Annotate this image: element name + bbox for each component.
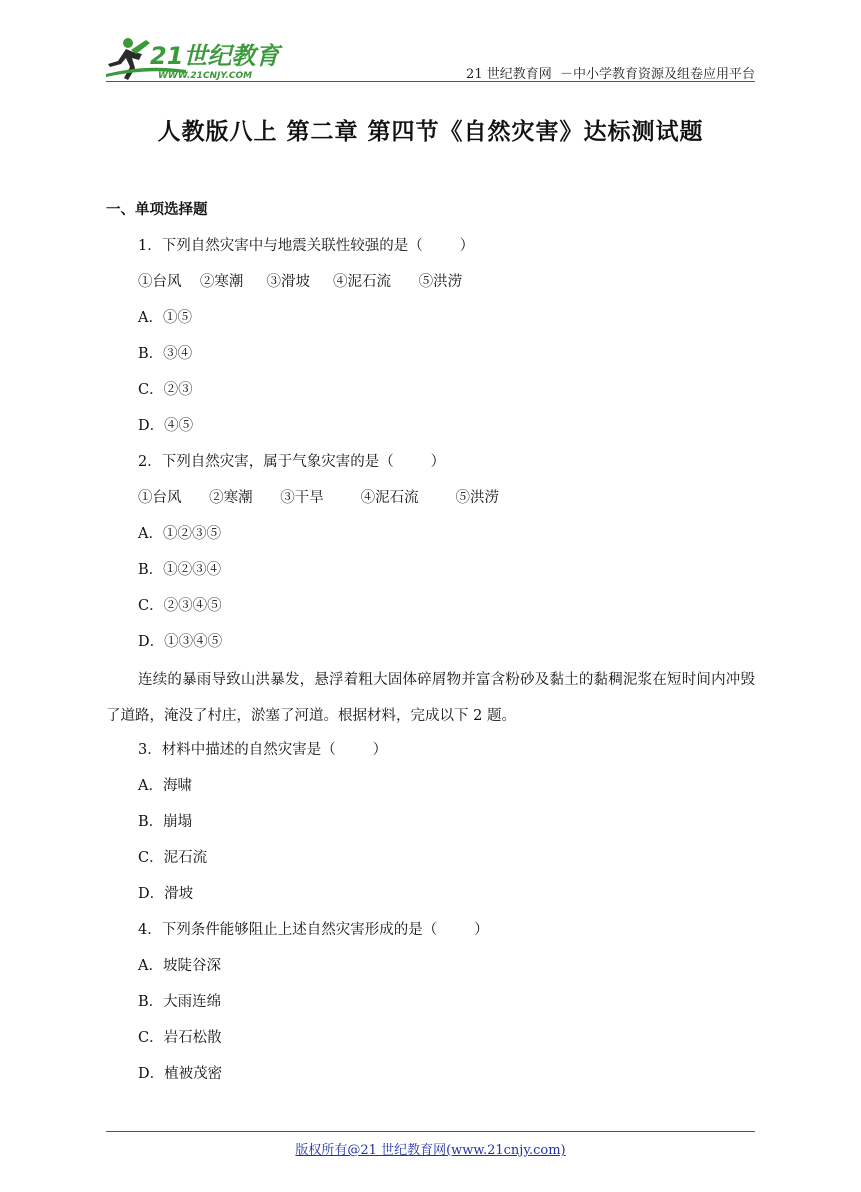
question-1-option-a: A．①⑤ bbox=[138, 310, 192, 326]
site-logo[interactable] bbox=[106, 34, 306, 82]
copyright-link[interactable]: 版权所有@21 世纪教育网(www.21cnjy.com) bbox=[295, 1143, 566, 1158]
question-3: 3．材料中描述的自然灾害是（ ） bbox=[138, 742, 388, 758]
question-1-items: ①台风 ②寒潮 ③滑坡 ④泥石流 ⑤洪涝 bbox=[138, 274, 463, 290]
question-3-option-c: C．泥石流 bbox=[138, 850, 208, 866]
question-4-option-c: C．岩石松散 bbox=[138, 1030, 222, 1046]
question-2: 2．下列自然灾害，属于气象灾害的是（ ） bbox=[138, 454, 446, 470]
question-1-option-c: C．②③ bbox=[138, 382, 193, 398]
question-2-option-c: C．②③④⑤ bbox=[138, 598, 222, 614]
section-heading: 一、单项选择题 bbox=[106, 201, 208, 218]
document-title: 人教版八上 第二章 第四节《自然灾害》达标测试题 bbox=[157, 118, 704, 145]
question-1-option-b: B．③④ bbox=[138, 346, 193, 362]
question-3-option-a: A．海啸 bbox=[138, 778, 192, 794]
question-4: 4．下列条件能够阻止上述自然灾害形成的是（ ） bbox=[138, 922, 489, 938]
svg-text:21世纪教育: 21世纪教育 bbox=[150, 42, 280, 70]
question-3-option-b: B．崩塌 bbox=[138, 814, 193, 830]
header-divider bbox=[106, 81, 755, 82]
svg-text:WWW.21CNJY.COM: WWW.21CNJY.COM bbox=[158, 71, 253, 81]
runner-logo-icon bbox=[106, 34, 306, 82]
question-3-option-d: D．滑坡 bbox=[138, 886, 194, 902]
question-2-items: ①台风 ②寒潮 ③干旱 ④泥石流 ⑤洪涝 bbox=[138, 490, 500, 506]
question-4-option-d: D．植被茂密 bbox=[138, 1066, 223, 1082]
footer-divider bbox=[106, 1131, 755, 1132]
question-2-option-b: B．①②③④ bbox=[138, 562, 222, 578]
question-2-option-d: D．①③④⑤ bbox=[138, 634, 223, 650]
question-1: 1．下列自然灾害中与地震关联性较强的是（ ） bbox=[138, 238, 475, 254]
question-1-option-d: D．④⑤ bbox=[138, 418, 194, 434]
question-2-option-a: A．①②③⑤ bbox=[138, 526, 221, 542]
question-4-option-b: B．大雨连绵 bbox=[138, 994, 222, 1010]
page-header bbox=[0, 0, 861, 86]
question-4-option-a: A．坡陡谷深 bbox=[138, 958, 221, 974]
site-tagline: 21 世纪教育网 －中小学教育资源及组卷应用平台 bbox=[466, 67, 755, 82]
material-paragraph: 连续的暴雨导致山洪暴发，悬浮着粗大固体碎屑物并富含粉砂及黏土的黏稠泥浆在短时间内冲毁了道路，淹没了村庄，淤塞了河道。根据材料，完成以下 2 题。 bbox=[106, 672, 755, 724]
